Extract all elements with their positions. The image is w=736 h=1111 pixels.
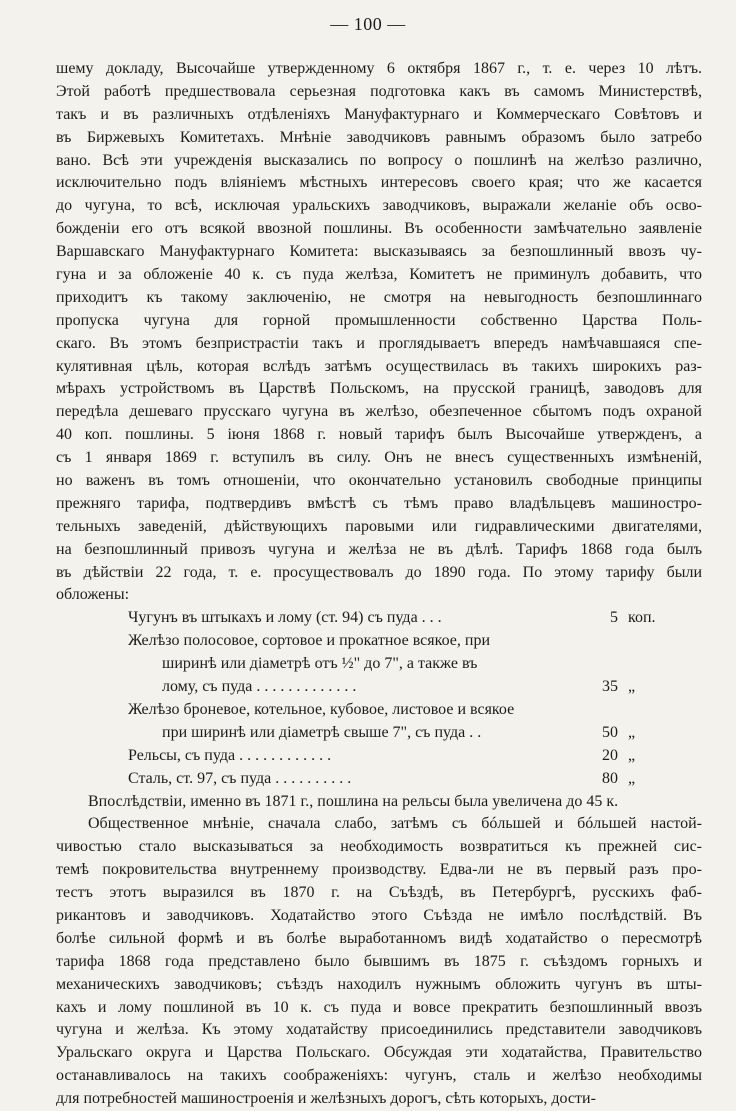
text-line: но важенъ въ томъ отношеніи, что окончательно установилъ свободные принципы [56,472,702,490]
tariff-item-unit: „ [628,769,636,787]
tariff-item-text: Сталь, ст. 97, съ пуда . . . . . . . . . . [128,769,352,787]
text-line: исключительно подъ вліяніемъ мѣстныхъ интересовъ своего края; что же касается [56,174,702,192]
text-line: вано. Всѣ эти учрежденія высказались по вопросу о пошлинѣ на желѣзо различно, [56,151,702,169]
text-line: темѣ покровительства внутреннему производству. Едва-ли не въ первый разъ про- [56,861,702,879]
text-line: чивостью стало высказываться за необходимость возвратиться къ прежней сис- [56,838,702,856]
tariff-item-value: 5 [610,609,618,627]
text-line: божденіи его отъ всякой ввозной пошлины. Въ особенности замѣчательно заявленіе [56,220,702,238]
page-number: — 100 — [330,14,406,34]
tariff-row [162,653,702,676]
tariff-row [128,768,702,791]
body-text [56,58,702,1111]
text-line: прежняго тарифа, подтвердивъ вмѣстѣ съ тѣмъ право владѣльцевъ машиностро- [56,494,702,512]
text-line: съ 1 января 1869 г. вступилъ въ силу. Онъ не внесъ существенныхъ измѣненій, [56,449,702,467]
tariff-item-text: Чугунъ въ штыкахъ и лому (ст. 94) съ пуда . . . [128,609,442,627]
text-line: тестъ этотъ выразился въ 1870 г. на Съѣздѣ, въ Петербургѣ, русскихъ фаб- [56,884,702,902]
tariff-item-value: 35 [602,678,618,696]
text-line: передѣла дешеваго прусскаго чугуна въ желѣзо, обезпеченное сбытомъ подъ охраной [56,403,702,421]
text-line: обложены: [56,586,130,604]
tariff-row [128,745,702,768]
tariff-item-unit: „ [628,723,636,741]
text-line: Впослѣдствіи, именно въ 1871 г., пошлина на рельсы была увеличена до 45 к. [88,792,619,810]
tariff-item-text: лому, съ пуда . . . . . . . . . . . . . [162,678,357,696]
text-line: гуна и за обложеніе 40 к. съ пуда желѣза, Комитетъ не приминулъ добавить, что [56,266,702,284]
tariff-row [128,699,702,722]
text-line: Этой работѣ предшествовала серьезная подготовка какъ въ самомъ Министерствѣ, [56,82,702,100]
tariff-item-text: ширинѣ или діаметрѣ отъ ½" до 7", а также въ [162,655,478,673]
text-line: Варшавскаго Мануфактурнаго Комитета: высказываясь за безпошлинный ввозъ чу- [56,243,702,261]
text-line: мѣрахъ устройствомъ въ Царствѣ Польскомъ, на прусской границѣ, заводовъ для [56,380,702,398]
text-line: скаго. Въ этомъ безпристрастіи такъ и проглядываетъ впередъ намѣчавшаяся спе- [56,334,702,352]
tariff-item-value: 20 [602,746,618,764]
text-line: рикантовъ и заводчиковъ. Ходатайство этого Съѣзда не имѣло послѣдствій. Въ [56,907,702,925]
text-line: шему докладу, Высочайше утвержденному 6 октября 1867 г., т. е. через 10 лѣтъ. [56,60,702,77]
text-line: Общественное мнѣніе, сначала слабо, затѣмъ съ бóльшей и бóльшей настой- [88,815,702,833]
tariff-item-text: Желѣзо броневое, котельное, кубовое, листовое и всякое [128,700,515,718]
tariff-row [128,607,702,630]
text-line: болѣе сильной формѣ и въ болѣе выработанномъ видѣ ходатайство о пересмотрѣ [56,929,702,947]
text-line: на безпошлинный привозъ чугуна и желѣза не въ дѣлѣ. Тарифъ 1868 года былъ [56,540,702,558]
tariff-item-unit: „ [628,746,636,764]
text-line: пропуска чугуна для горной промышленности собственно Царства Поль- [56,311,702,329]
text-line: чугуна и желѣза. Къ этому ходатайству присоединились представители заводчиковъ [56,1021,702,1039]
text-line: тарифа 1868 года представлено было бывшимъ въ 1875 г. съѣздомъ горныхъ и [56,952,702,970]
tariff-row [162,676,702,699]
text-line: для потребностей машиностроенія и желѣзныхъ дорогъ, сѣть которыхъ, дости- [56,1090,596,1108]
tariff-item-text: при ширинѣ или діаметрѣ свыше 7", съ пуда . . [162,723,482,741]
text-line: въ дѣйствіи 22 года, т. е. просуществовалъ до 1890 года. По этому тарифу были [56,563,702,581]
tariff-item-text: Рельсы, съ пуда . . . . . . . . . . . . [128,746,332,764]
paragraph-2 [56,791,702,814]
tariff-item-unit: „ [628,678,636,696]
tariff-item-unit: коп. [628,609,656,627]
text-line: Уральскаго округа и Царства Польскаго. Обсуждая эти ходатайства, Правительство [56,1044,702,1062]
paragraph-1 [56,58,702,607]
text-line: механическихъ заводчиковъ; съѣздъ находилъ нужнымъ обложить чугунъ въ шты- [56,975,702,993]
text-line: до чугуна, то всѣ, исключая уральскихъ заводчиковъ, выражали желаніе объ осво- [56,197,702,215]
tariff-row [128,630,702,653]
tariff-item-value: 80 [602,769,618,787]
text-line: кулятивная цѣль, которая вслѣдъ затѣмъ осуществилась въ такихъ широкихъ раз- [56,357,702,375]
tariff-item-value: 50 [602,723,618,741]
text-line: останавливалось на такихъ соображеніяхъ: чугунъ, сталь и желѣзо необходимы [56,1067,702,1085]
tariff-item-text: Желѣзо полосовое, сортовое и прокатное всякое, при [128,632,491,650]
text-line: такъ и въ различныхъ отдѣленіяхъ Мануфактурнаго и Коммерческаго Совѣтовъ и [56,105,702,123]
text-line: въ Биржевыхъ Комитетахъ. Мнѣніе заводчиковъ равнымъ образомъ было затребо [56,128,702,146]
tariff-list [56,607,702,790]
text-line: тельныхъ заведеній, дѣйствующихъ паровыми или гидравлическими двигателями, [56,517,702,535]
text-line: приходитъ къ такому заключенію, не смотря на невыгодность безпошлиннаго [56,288,702,306]
tariff-row [162,722,702,745]
text-line: кахъ и лому пошлиной въ 10 к. съ пуда и вовсе прекратить безпошлинный ввозъ [56,998,702,1016]
paragraph-3 [56,813,702,1111]
text-line: 40 коп. пошлины. 5 іюня 1868 г. новый тарифъ былъ Высочайше утвержденъ, а [56,426,702,444]
